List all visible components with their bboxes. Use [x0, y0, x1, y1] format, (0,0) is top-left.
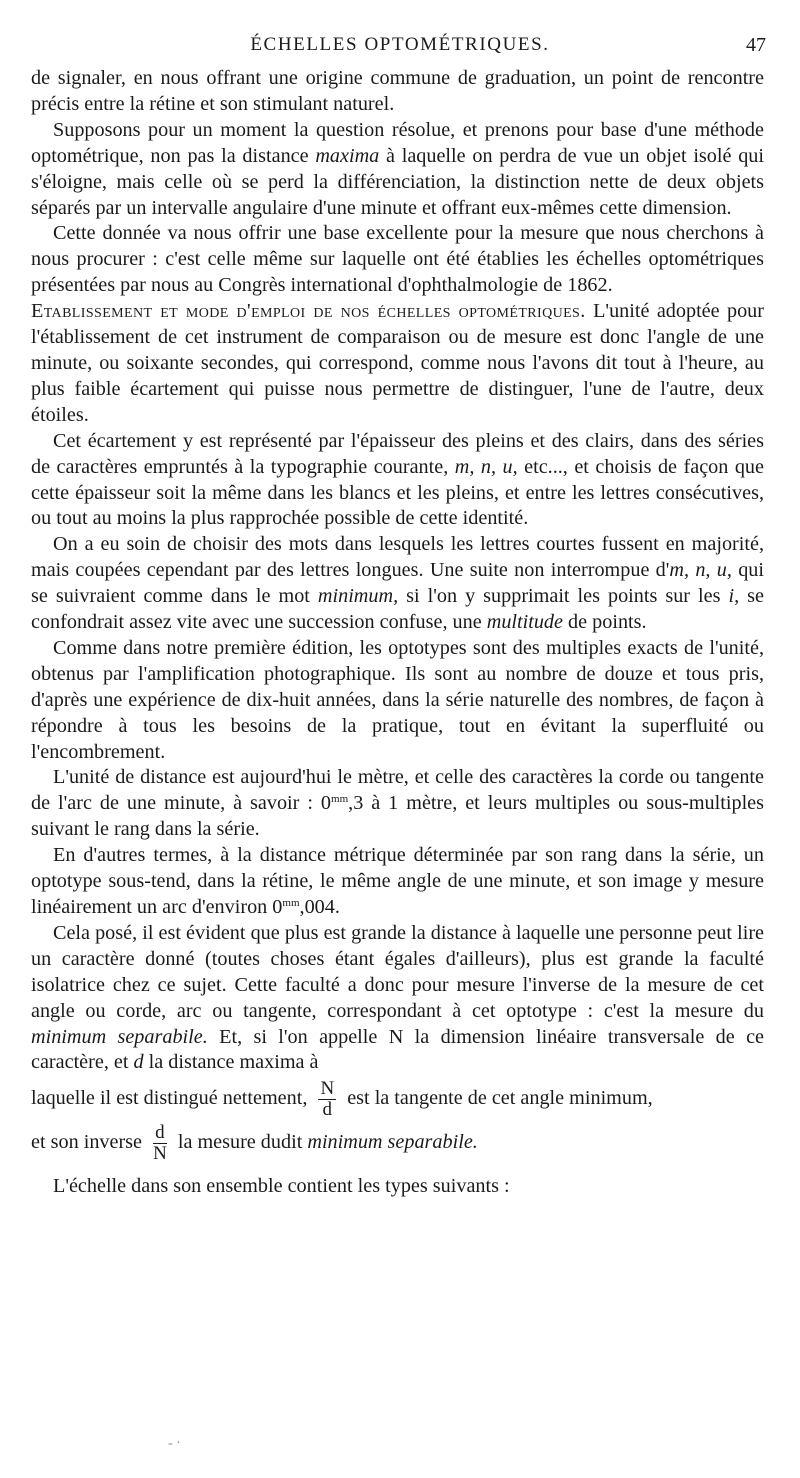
- fraction-1-denominator: d: [322, 1099, 333, 1121]
- formula-line-2: [31, 1120, 764, 1164]
- paragraph-2: [31, 118, 764, 222]
- paragraph-10-italic-1: minimum separabile.: [31, 1025, 208, 1048]
- paragraph-5-italic: m, n, u,: [454, 455, 518, 478]
- formula-line-2-text-a: et son inverse: [31, 1131, 148, 1154]
- formula-line-2-text-b: la mesure dudit: [172, 1131, 308, 1154]
- paragraph-9-text-a: En d'autres termes, à la distance métrique déterminée par son rang dans la série, un optotype sous-tend, dans la rétine, le même angle de une minute, et son image y mesure linéairement un arc d'environ 0: [31, 844, 764, 918]
- paragraph-10: [31, 921, 764, 1076]
- fraction-2-numerator: d: [153, 1123, 167, 1144]
- paragraph-1-text: de signaler, en nous offrant une origine commune de graduation, un point de rencontre précis entre la rétine et son stimulant naturel.: [31, 67, 764, 115]
- fraction-d-over-n: [153, 1123, 167, 1164]
- paragraph-6-text-c: si l'on y supprimait les points sur les: [398, 585, 729, 608]
- running-title: ÉCHELLES OPTOMÉTRIQUES.: [250, 34, 550, 55]
- section-heading: Etablissement et mode d'emploi de nos échelles optométriques.: [31, 300, 586, 323]
- paragraph-6-text-b: qui se suivraient comme dans le mot: [31, 559, 764, 608]
- fraction-2-denominator: N: [153, 1143, 167, 1165]
- page-number: 47: [746, 34, 766, 56]
- paragraph-6-italic-1: m, n, u,: [669, 559, 732, 582]
- paragraph-7-text: Comme dans notre première édition, les optotypes sont des multiples exacts de l'unité, obtenus par l'amplification photographique. Ils sont au nombre de douze et tous pris, d'après une expérience de dix-huit années, dans la série naturelle des nombres, de façon à répondre à tous les besoins de la pratique, tout en évitant la superfluité ou l'encombrement.: [31, 636, 764, 763]
- paragraph-9-superscript: mm: [282, 897, 300, 909]
- paragraph-8-superscript: mm: [331, 793, 349, 806]
- paragraph-6-italic-4: multitude: [486, 611, 563, 634]
- paragraph-2-italic: maxima: [315, 144, 380, 167]
- bottom-smudge-mark: - ·: [168, 1436, 181, 1451]
- formula-line-1-text-b: est la tangente de cet angle minimum,: [342, 1087, 653, 1110]
- running-head: [30, 30, 770, 60]
- paragraph-6-italic-2: minimum,: [317, 585, 399, 608]
- paragraph-4: [31, 299, 764, 429]
- paragraph-3: [31, 221, 764, 299]
- paragraph-5: [31, 429, 764, 533]
- formula-line-1: [31, 1076, 764, 1120]
- paragraph-10-text-b: Et, si l'on appelle N la dimension linéaire transversale de ce caractère, et: [31, 1025, 764, 1074]
- paragraph-2-text-a: Supposons pour un moment la question résolue, et prenons pour base d'une méthode optométrique, non pas la distance: [31, 118, 764, 167]
- paragraph-9-text-b: ,004.: [299, 896, 340, 918]
- paragraph-5-text-b: etc..., et choisis de façon que cette épaisseur soit la même dans les blancs et les pleins, et entre les lettres consécutives, ou tout au moins la plus rapprochée possible de cette identité.: [31, 455, 764, 530]
- paragraph-5-text-a: Cet écartement y est représenté par l'épaisseur des pleins et des clairs, dans des séries de caractères empruntés à la typographie courante,: [31, 429, 764, 478]
- paragraph-10-text-c: la distance maxima à: [143, 1051, 319, 1074]
- paragraph-4-text: L'unité adoptée pour l'établissement de cet instrument de comparaison ou de mesure est donc l'angle de une minute, ou soixante secondes, qui correspond, comme nous l'avons dit tout à l'heure, au plus faible écartement qui puisse nous permettre de distinguer, l'une de l'autre, deux étoiles.: [31, 300, 765, 426]
- paragraph-10-italic-2: d: [133, 1051, 144, 1074]
- paragraph-11: [31, 1174, 764, 1200]
- paragraph-6-text-d: se confondrait assez vite avec une succession confuse, une: [31, 585, 764, 634]
- paragraph-8-text-a: L'unité de distance est aujourd'hui le mètre, et celle des caractères la corde ou tangente de l'arc de une minute, à savoir : 0: [31, 766, 764, 815]
- paragraph-8: [31, 765, 764, 843]
- paragraph-3-text: Cette donnée va nous offrir une base excellente pour la mesure que nous cherchons à nous procurer : c'est celle même sur laquelle ont été établies les échelles optométriques présentées par nous au Congrès international d'ophthalmologie de 1862.: [31, 222, 764, 297]
- paragraph-2-text-b: à laquelle on perdra de vue un objet isolé qui s'éloigne, mais celle où se perd la différenciation, la distinction nette de deux objets séparés par un intervalle angulaire d'une minute et offrant eux-mêmes cette dimension.: [31, 144, 764, 219]
- paragraph-6-italic-3: i,: [728, 585, 740, 608]
- paragraph-7: [31, 636, 764, 766]
- paragraph-6-text-e: de points.: [563, 611, 647, 634]
- paragraph-10-text-a: Cela posé, il est évident que plus est grande la distance à laquelle une personne peut lire un caractère donné (toutes choses étant égales d'ailleurs), plus est grande la faculté isolatrice chez ce sujet. Cette faculté a donc pour mesure l'inverse de la mesure de cet angle ou corde, arc ou tangente, correspondant à cet optotype : c'est la mesure du: [31, 921, 764, 1022]
- paragraph-11-text: L'échelle dans son ensemble contient les types suivants :: [53, 1175, 510, 1198]
- paragraph-6-text-a: On a eu soin de choisir des mots dans lesquels les lettres courtes fussent en majorité, mais coupées cependant par des lettres longues. Une suite non interrompue d': [31, 533, 764, 582]
- paragraph-6: [31, 532, 764, 636]
- paragraph-1: [31, 66, 764, 118]
- fraction-1-numerator: N: [320, 1078, 335, 1100]
- body-text: [31, 66, 764, 1200]
- formula-line-1-text-a: laquelle il est distingué nettement,: [31, 1087, 313, 1110]
- fraction-n-over-d: [318, 1079, 336, 1120]
- paragraph-9: [31, 843, 764, 921]
- paragraph-8-text-b: ,3 à 1 mètre, et leurs multiples ou sous-multiples suivant le rang dans la série.: [31, 792, 764, 841]
- formula-line-2-italic: minimum separabile.: [307, 1131, 478, 1154]
